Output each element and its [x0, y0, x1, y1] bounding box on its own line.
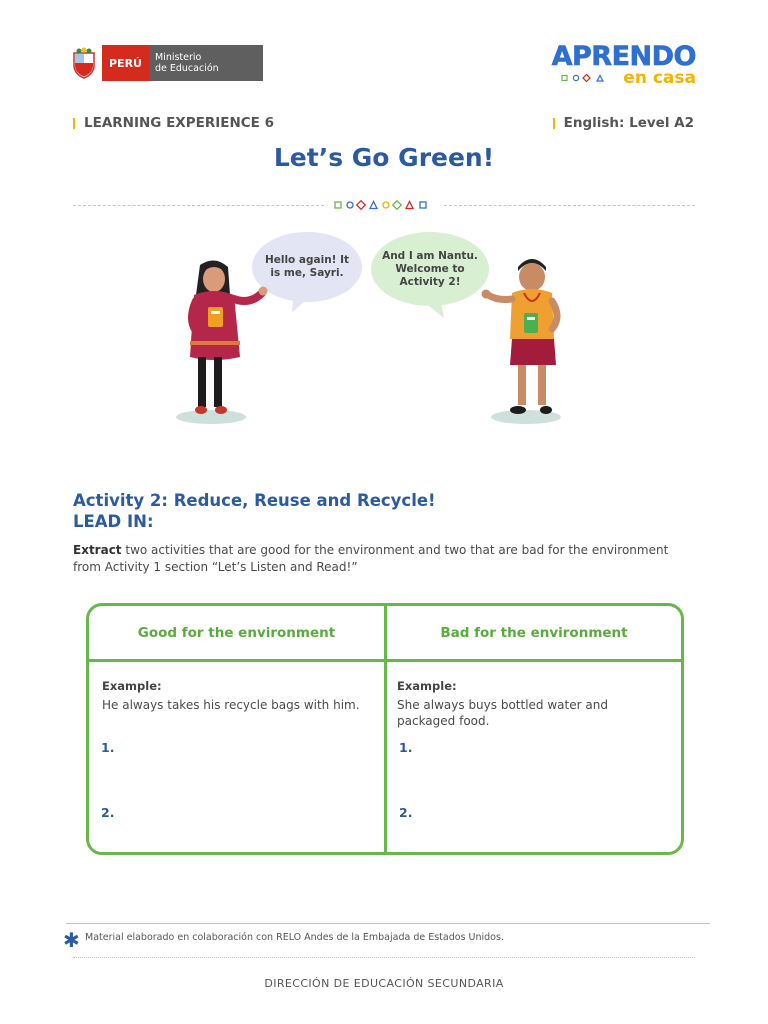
- ministry-line-1: Ministerio: [154, 52, 202, 63]
- nantu-character-icon: [478, 257, 578, 432]
- bubble-text-nantu: And I am Nantu. Welcome to Activity 2!: [382, 249, 478, 288]
- sayri-character-icon: [170, 255, 280, 430]
- peru-label: PERÚ: [102, 45, 149, 81]
- learning-experience-label: [73, 115, 274, 131]
- good-answer-2[interactable]: 2.: [101, 805, 115, 820]
- decorative-divider: [73, 200, 695, 210]
- lead-in-label: LEAD IN:: [73, 512, 154, 531]
- footer-dotted-rule: [73, 957, 695, 958]
- aprendo-en-casa-logo: [552, 43, 696, 86]
- yellow-bar-icon: [73, 118, 75, 129]
- footer-direction: DIRECCIÓN DE EDUCACIÓN SECUNDARIA: [264, 977, 504, 990]
- level-label: [553, 115, 694, 131]
- experience-text: LEARNING EXPERIENCE 6: [84, 115, 274, 131]
- bad-answer-2[interactable]: 2.: [399, 805, 413, 820]
- ministry-name: [149, 45, 263, 81]
- activity-title: Activity 2: Reduce, Reuse and Recycle!: [73, 491, 436, 510]
- bad-column-header: Bad for the environment: [440, 624, 628, 641]
- bad-answer-1[interactable]: 1.: [399, 740, 413, 755]
- activity-heading: [73, 490, 436, 532]
- good-answer-1[interactable]: 1.: [101, 740, 115, 755]
- speech-bubble-nantu: [371, 232, 489, 306]
- footer-rule: [66, 923, 710, 924]
- peru-coat-of-arms-icon: [70, 45, 98, 81]
- brand-shapes-icon: [561, 74, 611, 82]
- instructions: [73, 542, 693, 576]
- bubble-tail-icon: [290, 292, 320, 314]
- level-text: English: Level A2: [563, 115, 694, 131]
- bad-example-label: Example:: [397, 679, 457, 693]
- good-example-label: Example:: [102, 679, 162, 693]
- brand-sub: en casa: [623, 68, 696, 88]
- bubble-tail-icon: [412, 296, 446, 320]
- shapes-row-icon: [324, 200, 444, 210]
- environment-table: [86, 603, 684, 855]
- instruction-verb: Extract: [73, 543, 122, 557]
- brand-main: APRENDO: [551, 41, 696, 72]
- bubble-text-sayri: Hello again! It is me, Sayri.: [264, 254, 350, 279]
- page-title: Let’s Go Green!: [273, 143, 495, 172]
- asterisk-icon: ✱: [63, 928, 80, 952]
- ministry-line-2: de Educación: [154, 63, 219, 74]
- footer-note: Material elaborado en colaboración con RELO Andes de la Embajada de Estados Unidos.: [85, 932, 504, 943]
- good-example-text: He always takes his recycle bags with him.: [102, 698, 360, 712]
- ministry-logo: [70, 45, 263, 81]
- bad-example-text: She always buys bottled water and packaged food.: [397, 698, 608, 728]
- yellow-bar-icon: [553, 118, 555, 129]
- good-column-header: Good for the environment: [137, 624, 336, 641]
- instruction-text: two activities that are good for the environment and two that are bad for the environment from Activity 1 section “Let’s Listen and Read!”: [73, 543, 669, 574]
